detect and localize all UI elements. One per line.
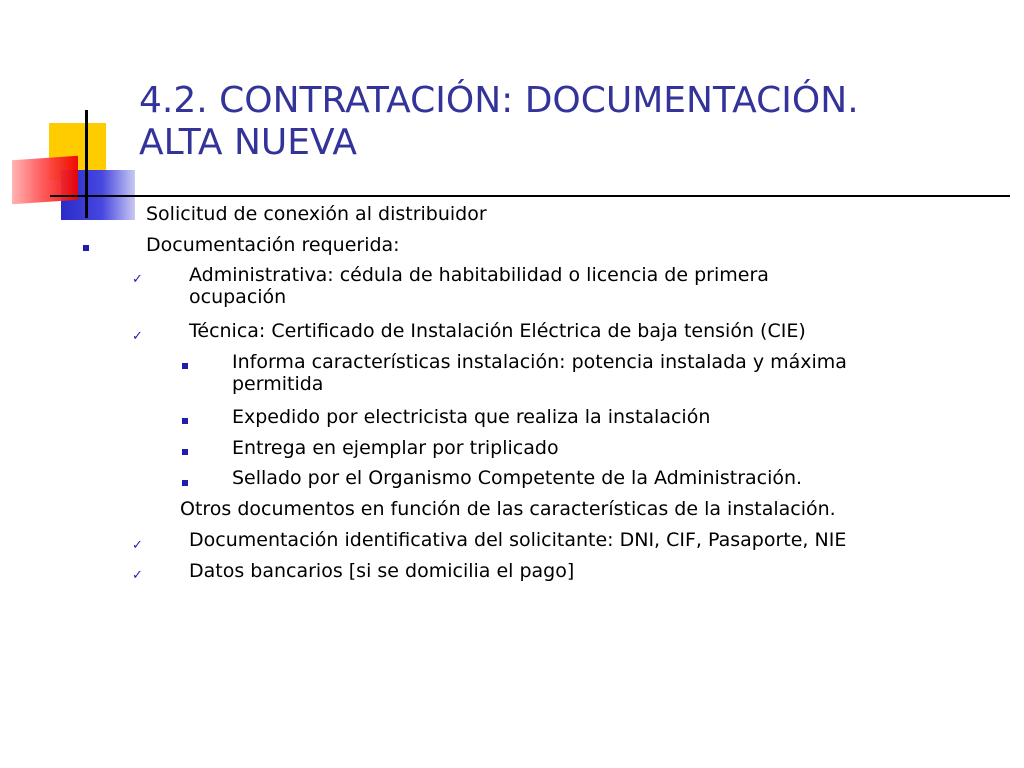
list-item-continuation: permitida (232, 373, 324, 395)
list-item (232, 437, 559, 459)
square-bullet-icon (182, 418, 188, 424)
list-item (180, 498, 836, 520)
vertical-rule-decoration (85, 110, 88, 218)
list-item-text: Expedido por electricista que realiza la instalación (232, 406, 711, 428)
square-bullet-icon (182, 363, 188, 369)
checkmark-icon: ✓ (132, 538, 143, 553)
square-bullet-icon (83, 245, 89, 251)
list-item-text: Datos bancarios [si se domicilia el pago] (189, 560, 575, 582)
list-item (146, 234, 400, 256)
square-bullet-icon (182, 449, 188, 455)
slide-title (139, 80, 1019, 164)
list-item-text: Documentación requerida: (146, 234, 400, 256)
list-item-text: Informa características instalación: potencia instalada y máxima (232, 351, 847, 373)
list-item-text: Solicitud de conexión al distribuidor (146, 203, 487, 225)
list-item-text: Documentación identificativa del solicitante: DNI, CIF, Pasaporte, NIE (189, 529, 847, 551)
list-item (189, 320, 806, 342)
red-square-decoration (12, 156, 78, 205)
square-bullet-icon (182, 480, 188, 486)
horizontal-rule-decoration (50, 195, 1010, 197)
list-item-continuation: ocupación (189, 286, 287, 308)
title-line-2: ALTA NUEVA (139, 122, 357, 163)
list-item (189, 560, 574, 582)
list-item (232, 351, 847, 395)
list-item (232, 467, 802, 489)
list-item-text: Sellado por el Organismo Competente de la Administración. (232, 467, 803, 489)
checkmark-icon: ✓ (132, 329, 143, 344)
list-item (189, 264, 769, 308)
title-line-1: 4.2. CONTRATACIÓN: DOCUMENTACIÓN. (139, 80, 859, 121)
list-item-text: Administrativa: cédula de habitabilidad o licencia de primera (189, 264, 769, 286)
list-item-text: Otros documentos en función de las características de la instalación. (180, 498, 836, 520)
list-item-text: Entrega en ejemplar por triplicado (232, 437, 559, 459)
list-item (189, 529, 846, 551)
checkmark-icon: ✓ (132, 272, 143, 287)
list-item (232, 406, 710, 428)
checkmark-icon: ✓ (132, 568, 143, 583)
list-item-text: Técnica: Certificado de Instalación Eléctrica de baja tensión (CIE) (189, 320, 806, 342)
list-item (146, 203, 487, 225)
